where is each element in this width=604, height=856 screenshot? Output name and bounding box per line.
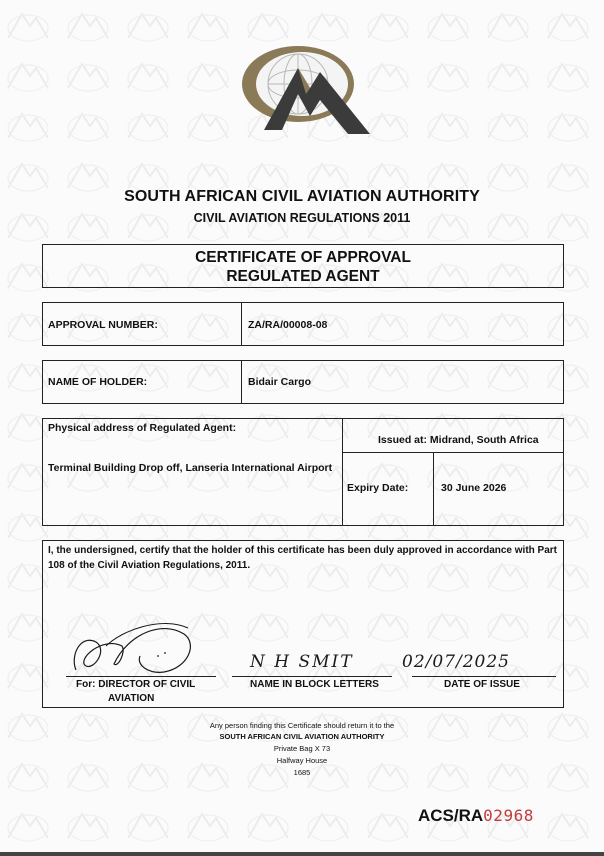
regulations-heading: CIVIL AVIATION REGULATIONS 2011 bbox=[193, 211, 411, 225]
serial-number bbox=[418, 806, 534, 826]
holder-value: Bidair Cargo bbox=[248, 376, 312, 388]
name-signature-line bbox=[232, 676, 392, 677]
footer-line-5: 1685 bbox=[293, 768, 311, 777]
handwritten-name: N H SMIT bbox=[250, 652, 354, 672]
issued-divider bbox=[342, 452, 564, 453]
address-value: Terminal Building Drop off, Lanseria International Airport bbox=[48, 462, 333, 474]
issued-at: Issued at: Midrand, South Africa bbox=[378, 434, 539, 446]
name-caption: NAME IN BLOCK LETTERS bbox=[250, 679, 379, 690]
address-divider bbox=[342, 418, 343, 526]
holder-divider bbox=[241, 360, 242, 404]
authority-heading: SOUTH AFRICAN CIVIL AVIATION AUTHORITY bbox=[124, 188, 480, 205]
certificate-subtitle: REGULATED AGENT bbox=[226, 268, 380, 285]
certificate-title: CERTIFICATE OF APPROVAL bbox=[195, 249, 411, 266]
footer-line-3: Private Bag X 73 bbox=[273, 744, 331, 753]
address-label: Physical address of Regulated Agent: bbox=[48, 422, 237, 434]
serial-prefix: ACS/RA bbox=[418, 806, 484, 825]
approval-number-value: ZA/RA/00008-08 bbox=[248, 319, 328, 331]
date-caption: DATE OF ISSUE bbox=[444, 679, 520, 690]
holder-label: NAME OF HOLDER: bbox=[48, 376, 148, 388]
expiry-label: Expiry Date: bbox=[347, 482, 409, 494]
director-signature bbox=[66, 612, 198, 680]
sacaa-logo bbox=[236, 38, 370, 138]
certificate-title-box bbox=[42, 244, 564, 288]
director-signature-line bbox=[66, 676, 216, 677]
approval-divider bbox=[241, 302, 242, 346]
director-caption-line2: AVIATION bbox=[108, 693, 155, 704]
footer-line-2: SOUTH AFRICAN CIVIL AVIATION AUTHORITY bbox=[219, 732, 385, 741]
bottom-scan-edge bbox=[0, 852, 604, 856]
certification-text: I, the undersigned, certify that the holder of this certificate has been duly approved in accordance with Part 108 of the Civil Aviation Regulations, 2011. bbox=[48, 545, 557, 571]
serial-digits: 02968 bbox=[483, 806, 534, 825]
handwritten-date: 02/07/2025 bbox=[402, 652, 510, 672]
footer-line-4: Halfway House bbox=[276, 756, 328, 765]
approval-number-label: APPROVAL NUMBER: bbox=[48, 319, 158, 331]
expiry-divider bbox=[433, 452, 434, 526]
expiry-value: 30 June 2026 bbox=[441, 482, 507, 494]
footer-line-1: Any person finding this Certificate should return it to the bbox=[209, 721, 395, 730]
director-caption: For: DIRECTOR OF CIVIL bbox=[76, 679, 196, 690]
date-signature-line bbox=[412, 676, 556, 677]
